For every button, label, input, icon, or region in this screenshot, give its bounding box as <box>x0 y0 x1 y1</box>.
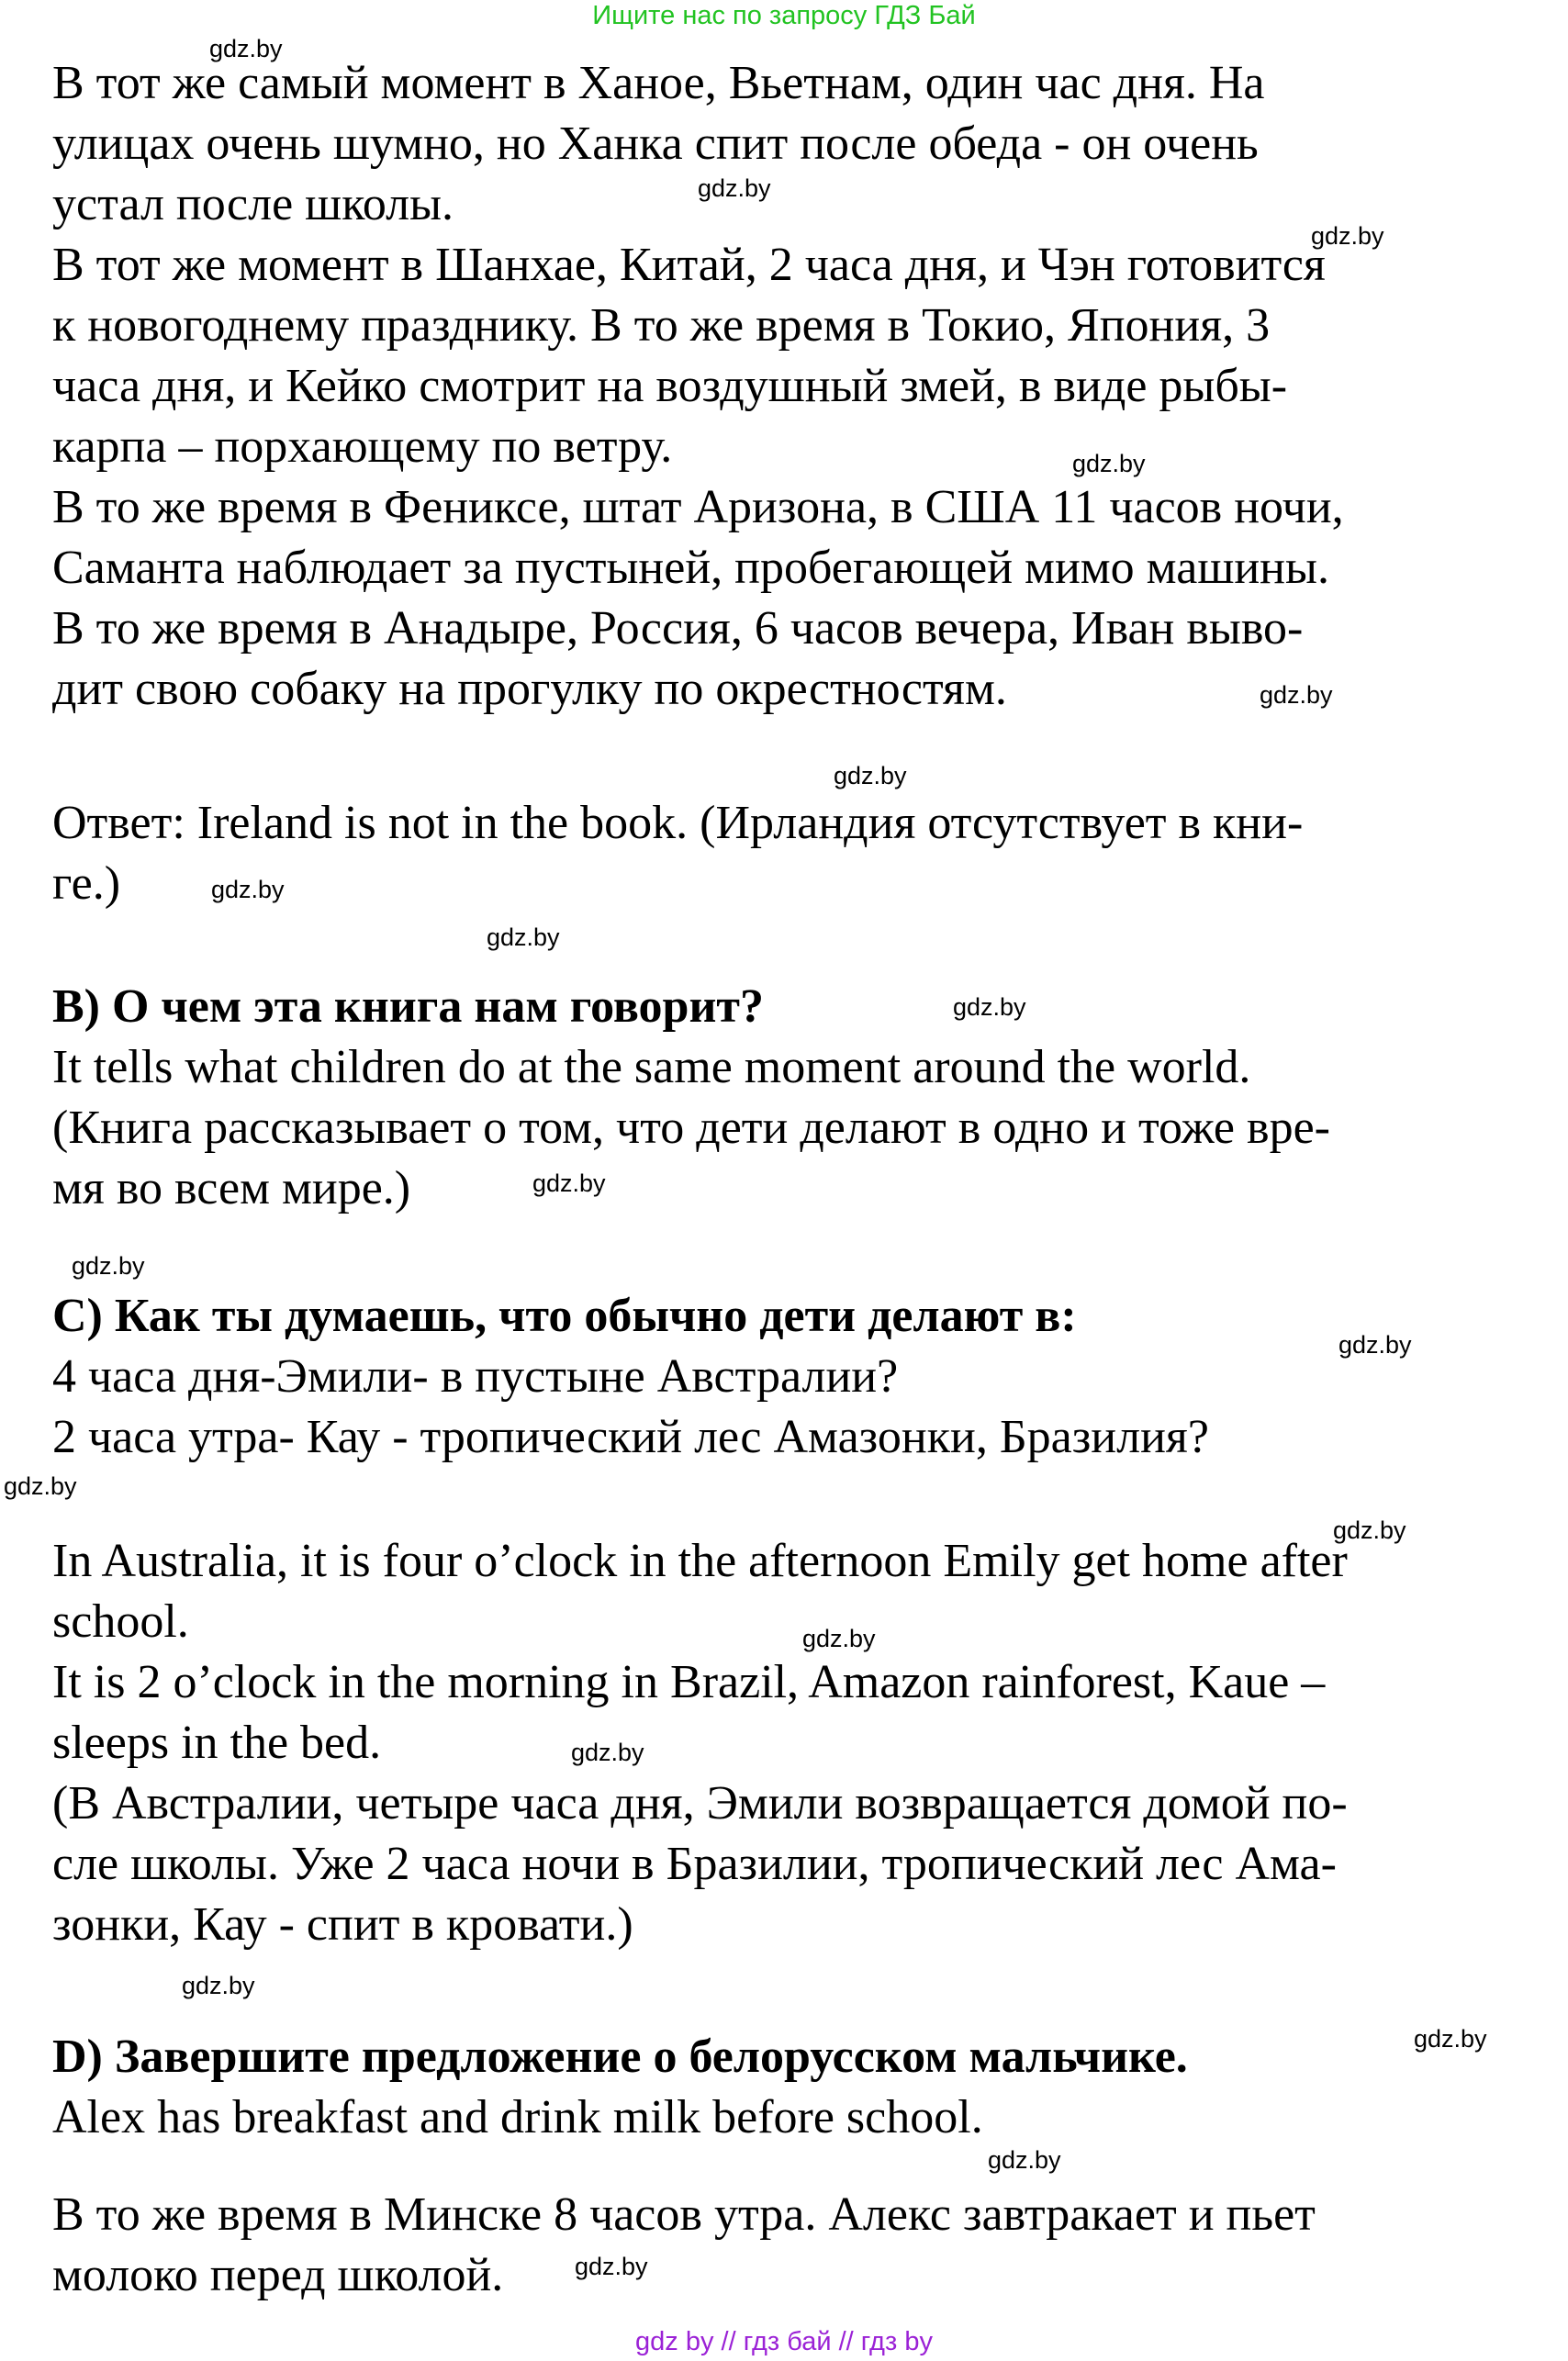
watermark: gdz.by <box>698 174 771 202</box>
watermark: gdz.by <box>575 2253 648 2280</box>
watermark: gdz.by <box>209 35 283 62</box>
watermark: gdz.by <box>834 762 907 789</box>
text-line: In Australia, it is four o’clock in the afternoon Emily get home after <box>52 1535 1348 1587</box>
text-line: sleeps in the bed. <box>52 1717 382 1769</box>
text-line: улицах очень шумно, но Ханка спит после обеда - он очень <box>52 117 1259 170</box>
watermark: gdz.by <box>211 876 285 903</box>
watermark: gdz.by <box>988 2146 1061 2174</box>
text-line: Alex has breakfast and drink milk before school. <box>52 2091 983 2143</box>
watermark: gdz.by <box>1260 681 1333 709</box>
text-line: дит свою собаку на прогулку по окрестностям. <box>52 663 1007 715</box>
text-line: It is 2 o’clock in the morning in Brazil, Amazon rainforest, Kaue – <box>52 1656 1326 1708</box>
text-line: устал после школы. <box>52 178 454 230</box>
text-line: 4 часа дня-Эмили- в пустыне Австралии? <box>52 1350 899 1403</box>
watermark: gdz.by <box>953 993 1026 1021</box>
text-line: сле школы. Уже 2 часа ночи в Бразилии, тропический лес Ама- <box>52 1838 1337 1890</box>
section-heading-d: D) Завершите предложение о белорусском мальчике. <box>52 2031 1188 2083</box>
answer-line: ге.) <box>52 857 121 910</box>
text-line: В тот же момент в Шанхае, Китай, 2 часа дня, и Чэн готовится <box>52 239 1326 291</box>
section-heading-b: B) О чем эта книга нам говорит? <box>52 980 764 1033</box>
footer-banner[interactable]: gdz by // гдз бай // гдз by <box>635 2327 933 2356</box>
text-line: молоко перед школой. <box>52 2249 504 2301</box>
text-line: часа дня, и Кейко смотрит на воздушный змей, в виде рыбы- <box>52 360 1288 412</box>
text-line: В то же время в Анадыре, Россия, 6 часов вечера, Иван выво- <box>52 602 1304 655</box>
text-line: Саманта наблюдает за пустыней, пробегающей мимо машины. <box>52 542 1329 594</box>
watermark: gdz.by <box>1414 2025 1487 2053</box>
watermark: gdz.by <box>571 1739 644 1766</box>
watermark: gdz.by <box>802 1625 876 1652</box>
text-line: карпа – порхающему по ветру. <box>52 420 673 473</box>
header-banner[interactable]: Ищите нас по запросу ГДЗ Бай <box>592 1 976 30</box>
watermark: gdz.by <box>532 1169 606 1197</box>
text-line: В то же время в Фениксе, штат Аризона, в США 11 часов ночи, <box>52 481 1344 533</box>
text-line: В то же время в Минске 8 часов утра. Алекс завтракает и пьет <box>52 2188 1316 2241</box>
answer-line: Ответ: Ireland is not in the book. (Ирландия отсутствует в кни- <box>52 797 1304 849</box>
text-line: зонки, Кау - спит в кровати.) <box>52 1898 633 1951</box>
watermark: gdz.by <box>182 1972 255 1999</box>
section-heading-c: C) Как ты думаешь, что обычно дети делают в: <box>52 1290 1077 1342</box>
text-line: к новогоднему празднику. В то же время в Токио, Япония, 3 <box>52 299 1271 352</box>
text-line: В тот же самый момент в Ханое, Вьетнам, один час дня. На <box>52 57 1265 109</box>
text-line: school. <box>52 1595 189 1648</box>
watermark: gdz.by <box>72 1252 145 1280</box>
watermark: gdz.by <box>4 1472 77 1500</box>
text-line: мя во всем мире.) <box>52 1162 411 1214</box>
watermark: gdz.by <box>1333 1516 1406 1544</box>
watermark: gdz.by <box>487 923 560 951</box>
text-line: (В Австралии, четыре часа дня, Эмили возвращается домой по- <box>52 1777 1348 1829</box>
watermark: gdz.by <box>1338 1331 1412 1359</box>
watermark: gdz.by <box>1072 450 1146 477</box>
text-line: (Книга рассказывает о том, что дети делают в одно и тоже вре- <box>52 1102 1330 1154</box>
watermark: gdz.by <box>1311 222 1384 250</box>
text-line: It tells what children do at the same moment around the world. <box>52 1041 1251 1093</box>
text-line: 2 часа утра- Кау - тропический лес Амазонки, Бразилия? <box>52 1411 1209 1463</box>
